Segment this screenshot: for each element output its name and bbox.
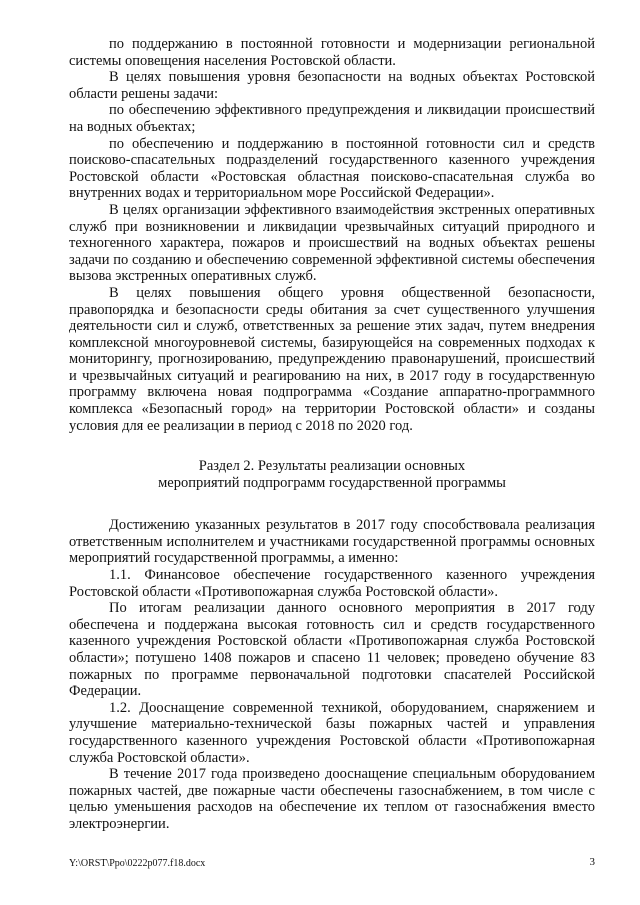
section-heading-line2: мероприятий подпрограмм государственной программы	[158, 475, 506, 492]
document-body	[69, 36, 595, 833]
paragraph-search-rescue: по обеспечению и поддержанию в постоянной готовности сил и средств поисково-спасательных подразделений государственного казенного учреждения Ростовской области «Ростовская областная поисково-спасательная служба во внутренних водах и территориальном море Российской Федерации».	[69, 135, 595, 202]
paragraph-water-safety-intro: В целях повышения уровня безопасности на водных объектах Ростовской области решены задачи:	[69, 69, 595, 102]
footer-file-path: Y:\ORST\Ppo\0222p077.f18.docx	[69, 858, 206, 869]
paragraph-item-1-1: 1.1. Финансовое обеспечение государственного казенного учреждения Ростовской области «Противопожарная служба Ростовской области».	[69, 567, 595, 600]
paragraph-emergency-services: В целях организации эффективного взаимодействия экстренных оперативных служб при возникновении и ликвидации чрезвычайных ситуаций природного и техногенного характера, пожаров и происшествий на водных объектах решены задачи по созданию и обеспечению современной эффективной системы обеспечения вызова экстренных оперативных служб.	[69, 201, 595, 285]
paragraph-item-1-2: 1.2. Дооснащение современной техникой, оборудованием, снаряжением и улучшение материально-технической базы пожарных частей и управления государственного казенного учреждения Ростовской области «Противопожарная служба Ростовской области».	[69, 699, 595, 766]
section-heading	[69, 458, 595, 492]
paragraph-safe-city: В целях повышения общего уровня общественной безопасности, правопорядка и безопасности среды обитания за счет существенного улучшения деятельности сил и служб, ответственных за решение этих задач, путем внедрения комплексной многоуровневой системы, базирующейся на современных подходах к мониторингу, прогнозированию, предупреждению правонарушений, происшествий и чрезвычайных ситуаций и реагированию на них, в 2017 году в государственную программу включена новая подпрограмма «Создание аппаратно-программного комплекса «Безопасный город» на территории Ростовской области» и созданы условия для ее реализации в период с 2018 по 2020 год.	[69, 284, 595, 434]
page-number: 3	[589, 856, 595, 868]
paragraph-warning-system: по поддержанию в постоянной готовности и модернизации региональной системы оповещения населения Ростовской области.	[69, 36, 595, 69]
paragraph-fire-results: По итогам реализации данного основного мероприятия в 2017 году обеспечена и поддержана высокая готовность сил и средств государственного казенного учреждения Ростовской области «Противопожарная служба Ростовской области»; потушено 1408 пожаров и спасено 11 человек; проведено обучение 83 пожарных по программе первоначальной подготовки спасателей Российской Федерации.	[69, 600, 595, 700]
paragraph-equipment-results: В течение 2017 года произведено дооснащение специальным оборудованием пожарных частей, две пожарные части обеспечены газоснабжением, в том числе с целью уменьшения расходов на обеспечение их теплом от газоснабжения вместо электроэнергии.	[69, 766, 595, 832]
paragraph-results-intro: Достижению указанных результатов в 2017 году способствовала реализация ответственным исполнителем и участниками государственной программы основных мероприятий государственной программы, а именно:	[69, 517, 595, 567]
section-heading-line1: Раздел 2. Результаты реализации основных	[198, 458, 466, 475]
paragraph-water-prevention: по обеспечению эффективного предупреждения и ликвидации происшествий на водных объектах;	[69, 102, 595, 135]
